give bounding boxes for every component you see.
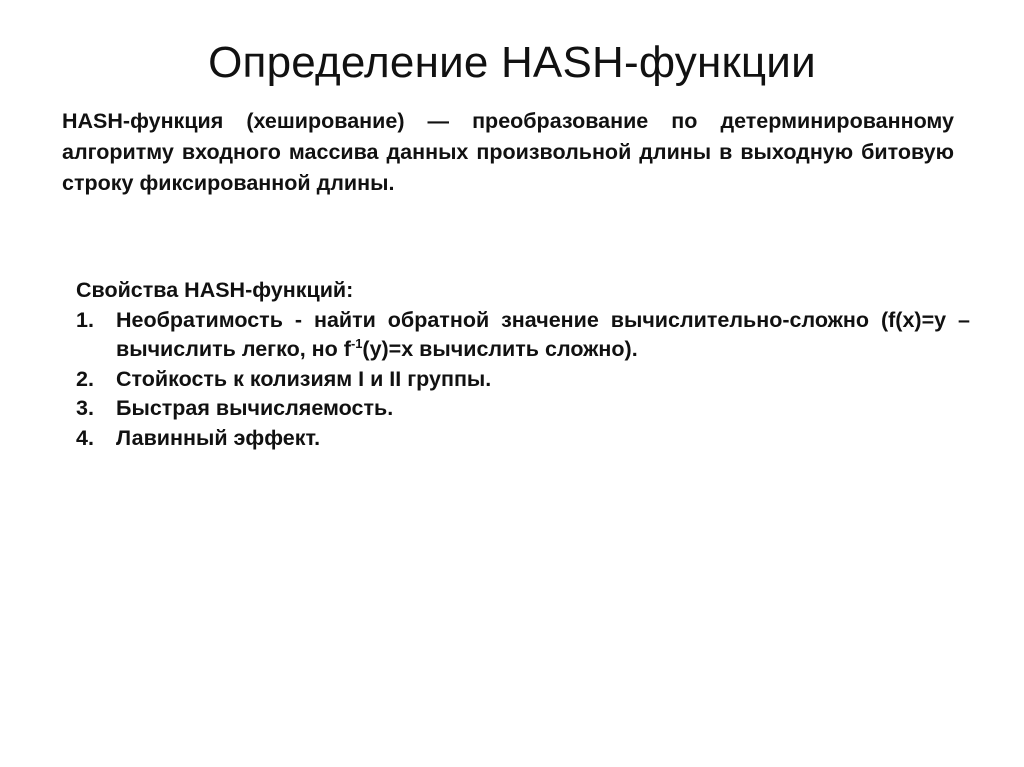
definition-paragraph: HASH-функция (хеширование) — преобразование по детерминированному алгоритму входного массива данных произвольной длины в выходную битовую строку фиксированной длины. xyxy=(62,109,954,195)
property-item-avalanche-effect xyxy=(76,424,970,454)
inverse-superscript: -1 xyxy=(350,335,363,351)
properties-heading: Свойства HASH-функций: xyxy=(76,278,354,302)
property-text: Лавинный эффект. xyxy=(116,425,321,450)
list-number: 2. xyxy=(76,366,94,391)
properties-section xyxy=(76,276,970,453)
list-number: 3. xyxy=(76,396,94,420)
slide-title: Определение HASH-функции xyxy=(208,38,816,88)
list-number: 1. xyxy=(76,307,94,332)
property-text xyxy=(116,308,970,362)
property-text-part: (y)=x вычислить сложно). xyxy=(362,337,638,361)
property-text: Быстрая вычисляемость. xyxy=(116,396,394,420)
property-item-collision-resistance xyxy=(76,365,970,395)
property-item-irreversibility xyxy=(76,306,970,365)
property-text: Стойкость к колизиям I и II группы. xyxy=(116,366,492,391)
property-text-part: Необратимость - найти обратной значение вычислительно-сложно (f(x)=y – вычислить легко, но f xyxy=(116,307,970,361)
property-item-fast-computation xyxy=(76,394,970,424)
list-number: 4. xyxy=(76,425,94,450)
properties-list xyxy=(76,306,970,454)
